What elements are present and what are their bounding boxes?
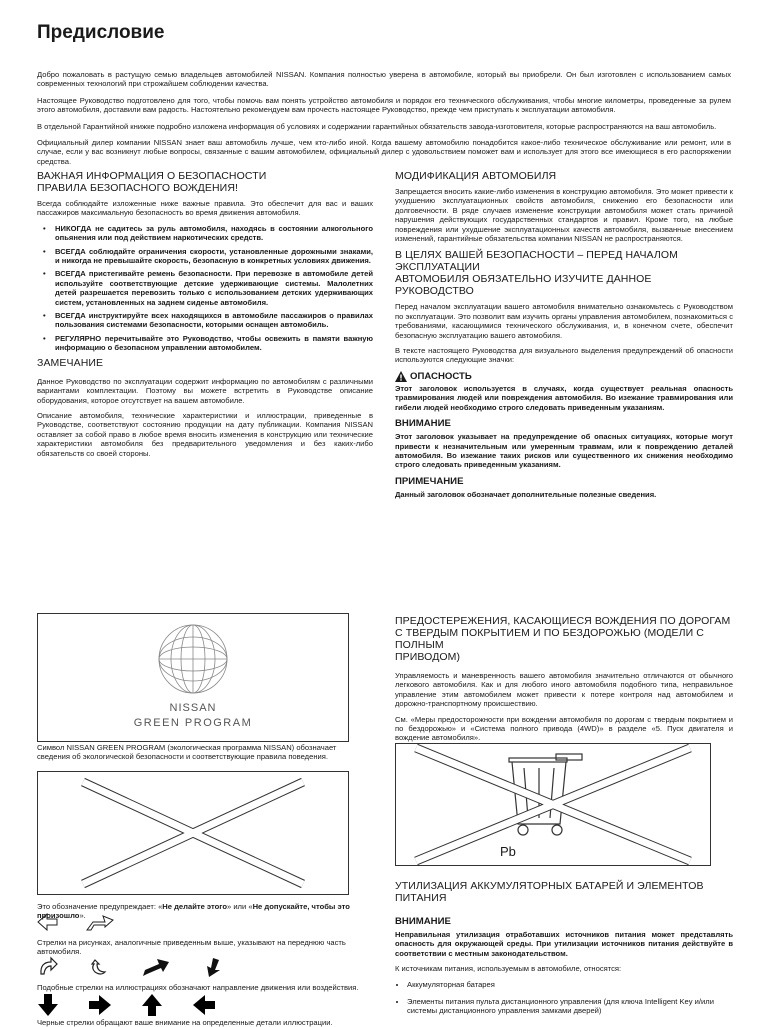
black-arrow-left-icon <box>193 994 215 1016</box>
caption-text: Это обозначение предупреждает: « <box>37 902 163 911</box>
read-manual-heading <box>395 249 733 297</box>
battery-heading: УТИЛИЗАЦИЯ АККУМУЛЯТОРНЫХ БАТАРЕЙ И ЭЛЕМЕНТОВ ПИТАНИЯ <box>395 880 704 904</box>
modification-heading: МОДИФИКАЦИЯ АВТОМОБИЛЯ <box>395 170 557 182</box>
pb-label: Pb <box>500 844 516 859</box>
note-heading: ЗАМЕЧАНИЕ <box>37 356 104 369</box>
caption-text: » или « <box>226 902 253 911</box>
read-manual-text: Перед началом эксплуатации вашего автомобиля внимательно ознакомьтесь с Руководством по эксплуатации. Это позволит вам изучить органы управления автомобилем, познакомиться с требованиями, касающимися технического обслуживания, и, в конечном счете, обеспечит безопасную эксплуатацию вашего автомобиля. <box>395 302 733 340</box>
green-program-logo-line2: GREEN PROGRAM <box>133 717 253 729</box>
prohibited-symbol-frame <box>37 771 349 895</box>
green-program-globe-icon <box>148 620 238 698</box>
caption-bold: Не допускайте, чтобы это произошло <box>37 902 350 921</box>
green-program-logo-line1: NISSAN <box>169 702 217 714</box>
note-paragraph: Данное Руководство по эксплуатации содержит информацию по автомобилям с различными вариантами комплектации. Поэтому вы можете встретить в Руководстве описание оборудования, которое отсутствует на вашем автомобиле. <box>37 376 373 405</box>
read-manual-text: В тексте настоящего Руководства для визуального выделения предупреждений об опасности используются следующие значки: <box>395 346 733 365</box>
green-program-logo-frame <box>37 613 349 742</box>
offroad-section <box>395 615 733 749</box>
curved-arrow-icon <box>37 956 59 978</box>
list-item: • Элементы питания пульта дистанционного управления (для ключа Intelligent Key и/или системы дистанционного управления замками дверей) <box>407 997 733 1016</box>
battery-list <box>395 980 733 1016</box>
intro-paragraph: Официальный дилер компании NISSAN знает ваш автомобиль лучше, чем кто-либо иной. Когда вашему автомобилю понадобится какое-либо техническое обслуживание или ремонт, или в случае, если у вас возникнут любые вопросы, связанные с вашим автомобилем, официальный дилер с удовольствием поможет вам и использует для этого все имеющиеся в его распоряжении средства. <box>37 138 731 166</box>
battery-attention-heading: ВНИМАНИЕ <box>395 916 451 927</box>
battery-disposal-frame <box>395 743 711 866</box>
intro-paragraph: Добро пожаловать в растущую семью владельцев автомобилей NISSAN. Компания полностью уверена в автомобиле, который вы приобрели. Он был изготовлен с использованием самых современных технологий при строжайшем соблюдении качества. <box>37 70 731 89</box>
battery-attention-text: Неправильная утилизация отработавших источников питания может представлять опасность для окружающей среды. При утилизации источников питания действуйте в соответствии с местным законодательством. <box>395 930 733 958</box>
offroad-heading-line3: ПРИВОДОМ) <box>395 651 461 663</box>
black-arrow-right-icon <box>89 994 111 1016</box>
list-item: • ВСЕГДА инструктируйте всех находящихся в автомобиле пассажиров о правилах пользования системами безопасности, которыми оснащен автомобиль. <box>47 311 373 330</box>
right-column <box>395 170 733 505</box>
solid-diagonal-arrow-icon <box>141 956 171 978</box>
solid-down-left-arrow-icon <box>201 956 223 978</box>
attention-text: Этот заголовок указывает на предупреждение об опасных ситуациях, которые могут привести к незначительным или умеренным травмам, или к повреждению деталей автомобиля. Во изежание таких рисков или существенного их снижения необходимо строго следовать приведенным указаниям. <box>395 432 733 470</box>
list-item: • НИКОГДА не садитесь за руль автомобиля, находясь в состоянии алкогольного опьянения или под действием наркотических средств. <box>47 224 373 243</box>
read-manual-heading-line1: В ЦЕЛЯХ ВАШЕЙ БЕЗОПАСНОСТИ – ПЕРЕД НАЧАЛОМ ЭКСПЛУАТАЦИИ <box>395 249 678 274</box>
safety-rules-list <box>37 224 373 353</box>
rotate-arrow-icon <box>89 956 111 978</box>
attention-heading: ВНИМАНИЕ <box>395 418 451 430</box>
danger-text: Этот заголовок используется в случаях, когда существует реальная опасность травмирования людей или повреждения автомобиля. Во изежание травмирования или гибели людей необходимо строго следовать приведенным указаниям. <box>395 383 733 412</box>
cross-out-icon <box>38 772 348 894</box>
read-manual-heading-line2: АВТОМОБИЛЯ ОБЯЗАТЕЛЬНО ИЗУЧИТЕ ДАННОЕ РУКОВОДСТВО <box>395 273 652 298</box>
front-arrows-row <box>37 912 115 932</box>
safety-heading <box>37 170 373 194</box>
battery-text: К источникам питания, используемым в автомобиле, относятся: <box>395 964 622 974</box>
safety-heading-line2: ПРАВИЛА БЕЗОПАСНОГО ВОЖДЕНИЯ! <box>37 182 239 194</box>
intro-paragraph: Настоящее Руководство подготовлено для того, чтобы помочь вам понять устройство автомобиля и порядок его технического обслуживания, чтобы многие километры, проведенные за рулем этого автомобиля, доставили вам радость. Настоятельно рекомендуем вам прочесть настоящее Руководство, прежде чем приступать к эксплуатации автомобиля. <box>37 95 731 115</box>
black-arrow-up-icon <box>141 994 163 1016</box>
offroad-heading <box>395 615 733 663</box>
list-item: • ВСЕГДА соблюдайте ограничения скорости, установленные дорожными знаками, и никогда не превышайте скорость, безопасную в конкретных условиях движения. <box>47 247 373 266</box>
black-arrow-down-icon <box>37 994 59 1016</box>
note-paragraph: Описание автомобиля, технические характеристики и иллюстрации, приведенные в Руководстве, соответствуют состоянию продукции на дату публикации. Компания NISSAN оставляет за собой право в любое время вносить изменения в конструкцию или технические характеристики автомобиля без предварительного уведомления и без каких-либо обязательств со своей стороны. <box>37 410 373 458</box>
remark-text: Данный заголовок обозначает дополнительные полезные сведения. <box>395 489 657 499</box>
left-column <box>37 170 373 464</box>
black-arrows-caption: Черные стрелки обращают ваше внимание на определенные детали иллюстрации. <box>37 1018 333 1027</box>
black-arrows-row <box>37 994 215 1016</box>
offroad-text: См. «Меры предосторожности при вождении автомобиля по дорогам с твердым покрытием и по бездорожью» и «Система полного привода (4WD)» в разделе «5. Пуск двигателя и вождение автомобиля». <box>395 714 733 743</box>
warning-triangle-icon <box>395 371 407 382</box>
intro-paragraph: В отдельной Гарантийной книжке подробно изложена информация об условиях и содержании гарантийных обязательств завода-изготовителя, которые распространяются на ваш автомобиль. <box>37 121 717 131</box>
offroad-heading-line1: ПРЕДОСТЕРЕЖЕНИЯ, КАСАЮЩИЕСЯ ВОЖДЕНИЯ ПО ДОРОГАМ <box>395 615 731 627</box>
outline-arrow-diagonal-icon <box>85 912 115 932</box>
modification-text: Запрещается вносить какие-либо изменения в конструкцию автомобиля. Это может привести к ухудшению эксплуатационных свойств автомобиля, снижению его безопасности или долговечности. В ряде случаев изменение конструкции автомобиля может стать причиной нарушения действующих государственных стандартов и правил. Кроме того, на любые повреждения или ухудшение эксплуатационных качеств автомобиля, вызванные внесением изменений, гарантийные обязательства компании NISSAN не распространяются. <box>395 187 733 244</box>
list-item: • ВСЕГДА пристегивайте ремень безопасности. При перевозке в автомобиле детей используйте соответствующие детские удерживающие системы. Малолетних детей разрешается перевозить только с использованием детских удерживающих систем, установленных на заднем сиденье автомобиля. <box>47 269 373 307</box>
crossed-bin-icon <box>396 744 710 865</box>
list-item: • РЕГУЛЯРНО перечитывайте это Руководство, чтобы освежить в памяти важную информацию о безопасном управлении автомобилем. <box>47 334 373 353</box>
remark-heading: ПРИМЕЧАНИЕ <box>395 475 464 487</box>
movement-arrows-caption: Подобные стрелки на иллюстрациях обозначают направление движения или воздействия. <box>37 983 359 992</box>
safety-text: Всегда соблюдайте изложенные ниже важные правила. Это обеспечит для вас и ваших пассажиров максимальную безопасность во время движения автомобиля. <box>37 199 373 218</box>
intro <box>37 70 731 173</box>
front-arrows-caption: Стрелки на рисунках, аналогичные приведенным выше, указывают на переднюю часть автомобиля. <box>37 938 346 957</box>
green-program-caption: Символ NISSAN GREEN PROGRAM (экологическая программа NISSAN) обозначает сведения об экологической безопасности и соответствующие правила поведения. <box>37 743 337 762</box>
danger-label: ОПАСНОСТЬ <box>410 370 472 382</box>
page-title: Предисловие <box>37 22 165 43</box>
caption-bold: Не делайте этого <box>162 902 227 911</box>
battery-section <box>395 880 733 1024</box>
movement-arrows-row <box>37 956 223 978</box>
offroad-text: Управляемость и маневренность вашего автомобиля значительно отличаются от обычного легкового автомобиля. Как и для любого иного автомобиля подобного типа, неправильное управление этим автомобилем может привести к потере контроля над автомобилем и дорожно-транспортному происшествию. <box>395 671 733 709</box>
list-item: • Аккумуляторная батарея <box>407 980 733 989</box>
safety-heading-line1: ВАЖНАЯ ИНФОРМАЦИЯ О БЕЗОПАСНОСТИ <box>37 170 267 182</box>
offroad-heading-line2: С ТВЕРДЫМ ПОКРЫТИЕМ И ПО БЕЗДОРОЖЬЮ (МОДЕЛИ С ПОЛНЫМ <box>395 627 704 651</box>
caption-text: ». <box>79 911 86 921</box>
danger-heading <box>395 371 733 382</box>
outline-arrow-left-icon <box>37 912 59 932</box>
